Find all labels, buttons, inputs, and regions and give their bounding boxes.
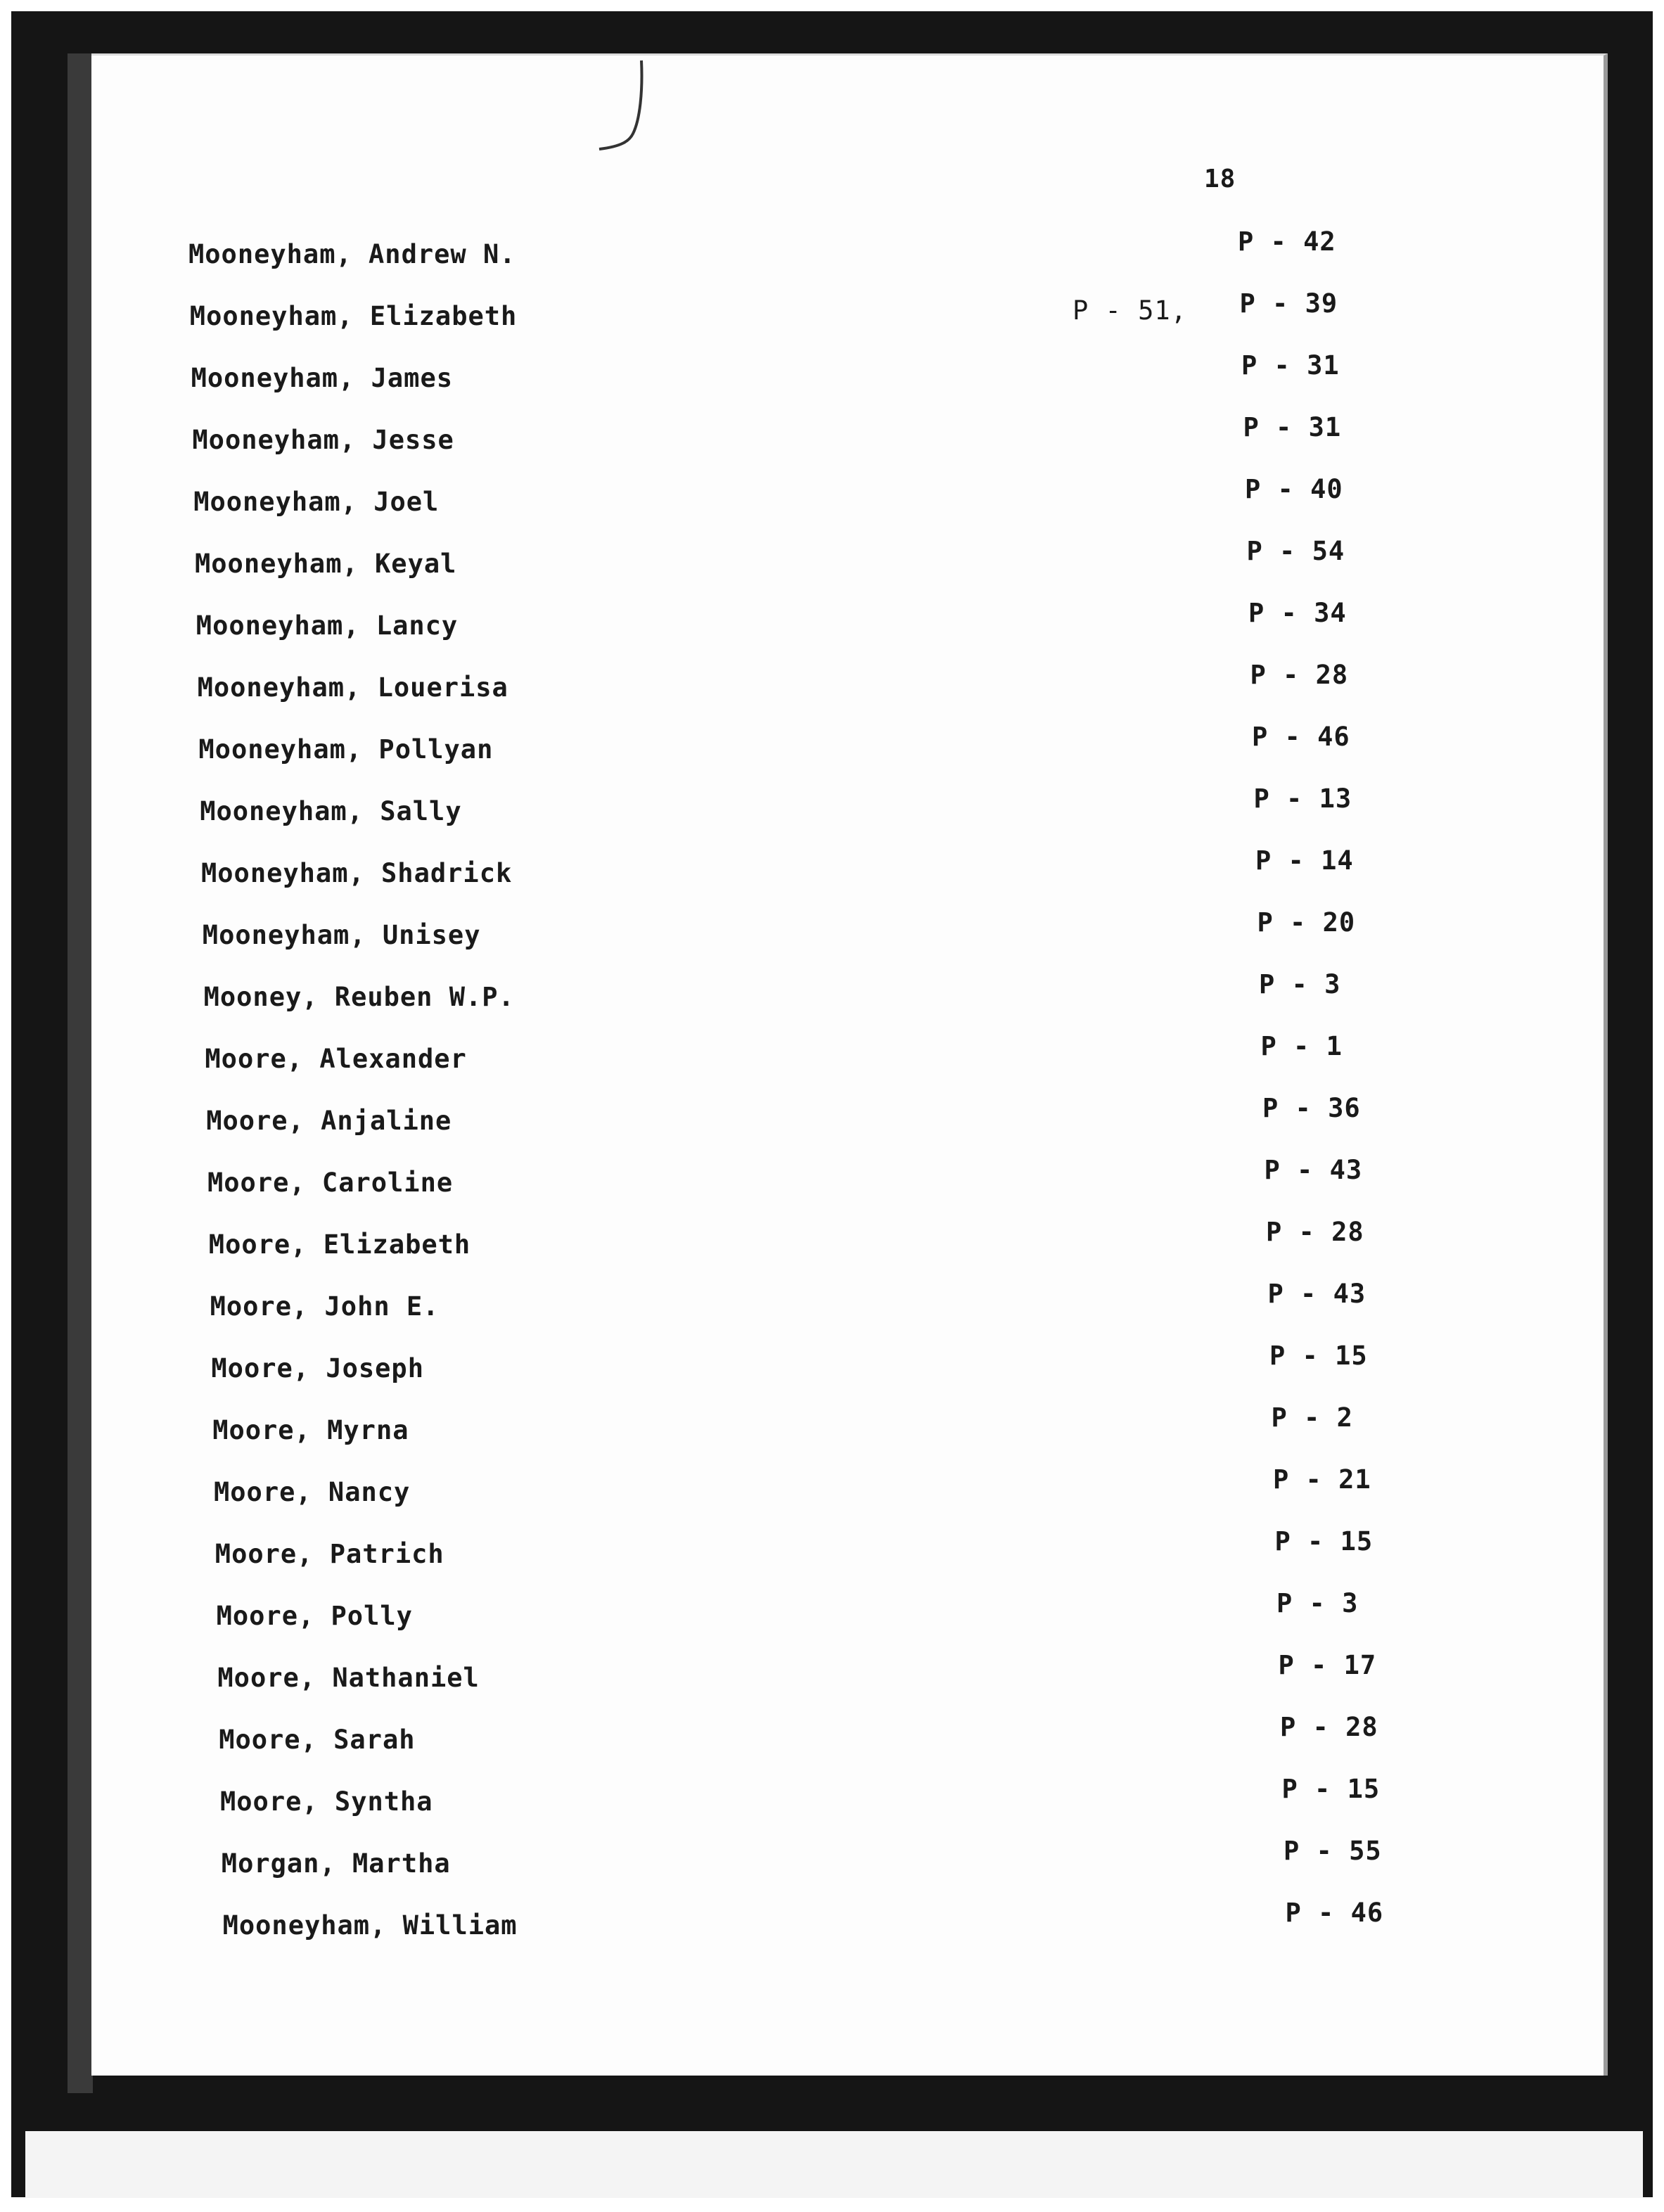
entry-page-ref: P - 15 xyxy=(1274,1526,1374,1556)
entry-name: Moore, Myrna xyxy=(212,1415,409,1445)
entry-page-ref: P - 21 xyxy=(1273,1464,1371,1495)
entry-name: Mooneyham, Joel xyxy=(193,487,440,517)
entry-name: Mooneyham, Lancy xyxy=(196,610,459,641)
extra-page-reference: P - 51, xyxy=(1073,295,1187,326)
entry-page-ref: P - 34 xyxy=(1248,598,1347,628)
entry-name: Moore, John E. xyxy=(210,1291,440,1322)
entry-name: Mooneyham, Louerisa xyxy=(197,672,508,703)
entry-name: Mooneyham, Elizabeth xyxy=(189,301,518,331)
entry-page-ref: P - 54 xyxy=(1246,536,1345,566)
entry-page-ref: P - 42 xyxy=(1238,226,1336,257)
entry-name: Moore, Elizabeth xyxy=(208,1229,471,1260)
entry-page-ref: P - 20 xyxy=(1257,907,1356,938)
entry-name: Moore, Syntha xyxy=(220,1786,433,1817)
entry-name: Mooneyham, Sally xyxy=(200,796,462,826)
entry-name: Mooneyham, Pollyan xyxy=(198,734,494,765)
entry-name: Moore, Polly xyxy=(216,1601,413,1631)
entry-page-ref: P - 3 xyxy=(1276,1588,1359,1618)
entry-name: Moore, Alexander xyxy=(205,1044,467,1074)
entry-page-ref: P - 55 xyxy=(1284,1836,1382,1866)
entry-page-ref: P - 31 xyxy=(1241,350,1340,381)
entry-page-ref: P - 28 xyxy=(1266,1217,1364,1247)
entry-page-ref: P - 2 xyxy=(1271,1402,1353,1433)
entry-page-ref: P - 40 xyxy=(1245,474,1343,504)
entry-page-ref: P - 3 xyxy=(1259,969,1341,999)
entry-page-ref: P - 28 xyxy=(1250,660,1349,690)
entry-page-ref: P - 13 xyxy=(1253,784,1352,814)
entry-page-ref: P - 36 xyxy=(1262,1093,1361,1123)
entry-page-ref: P - 28 xyxy=(1280,1712,1378,1742)
entry-name: Moore, Anjaline xyxy=(206,1106,452,1136)
bottom-margin xyxy=(0,2198,1664,2212)
entry-page-ref: P - 46 xyxy=(1252,722,1350,752)
entry-page-ref: P - 14 xyxy=(1255,845,1354,876)
entry-page-ref: P - 46 xyxy=(1285,1898,1384,1928)
entry-name: Mooneyham, Keyal xyxy=(195,549,457,579)
entry-name: Mooneyham, James xyxy=(191,363,454,393)
entry-name: Moore, Sarah xyxy=(219,1725,416,1755)
entry-name: Mooneyham, William xyxy=(222,1910,518,1941)
entry-page-ref: P - 15 xyxy=(1281,1774,1381,1804)
entry-name: Moore, Caroline xyxy=(207,1168,454,1198)
entry-name: Moore, Nathaniel xyxy=(217,1663,480,1693)
page-number: 18 xyxy=(1204,165,1236,193)
entry-page-ref: P - 1 xyxy=(1260,1031,1343,1061)
entry-page-ref: P - 43 xyxy=(1267,1279,1367,1309)
next-page-strip xyxy=(25,2131,1643,2201)
entry-page-ref: P - 31 xyxy=(1243,412,1342,442)
entry-page-ref: P - 15 xyxy=(1269,1341,1368,1371)
entry-name: Mooneyham, Andrew N. xyxy=(188,239,516,269)
entry-page-ref: P - 39 xyxy=(1239,288,1338,319)
entry-name: Moore, Nancy xyxy=(214,1477,411,1507)
entry-name: Mooneyham, Shadrick xyxy=(201,858,513,888)
entry-name: Mooneyham, Unisey xyxy=(202,920,481,950)
entry-page-ref: P - 17 xyxy=(1278,1650,1377,1680)
entry-name: Mooney, Reuben W.P. xyxy=(203,982,515,1012)
entry-page-ref: P - 43 xyxy=(1264,1155,1363,1185)
pen-stroke-mark xyxy=(591,56,661,155)
entry-name: Moore, Joseph xyxy=(211,1353,424,1383)
page-edge-shadow xyxy=(68,53,93,2093)
entry-name: Moore, Patrich xyxy=(215,1539,444,1569)
entry-name: Mooneyham, Jesse xyxy=(192,425,454,455)
entry-name: Morgan, Martha xyxy=(221,1848,451,1879)
